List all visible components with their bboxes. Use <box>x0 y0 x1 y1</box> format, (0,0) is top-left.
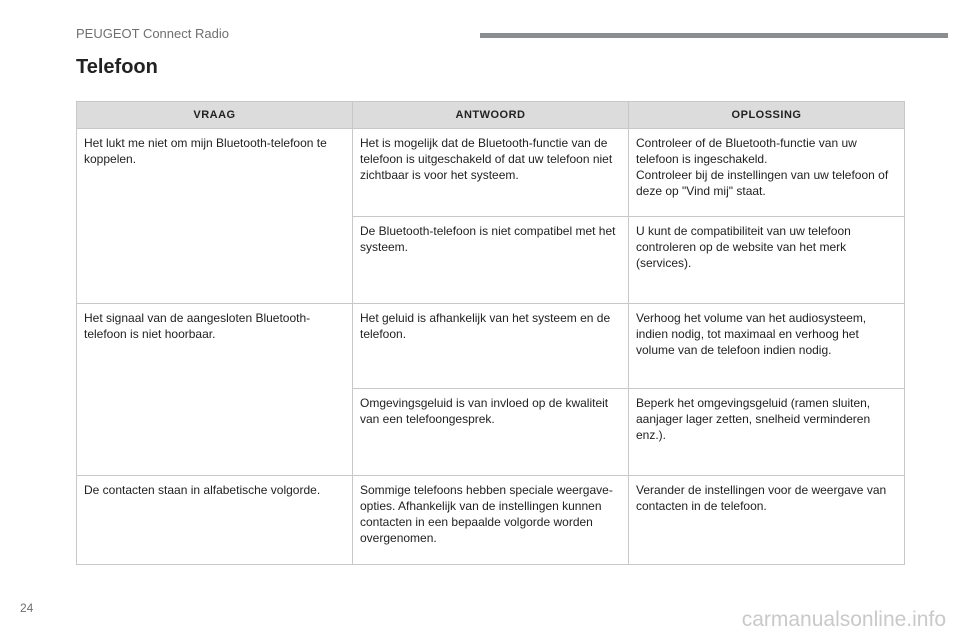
answer-cell: Omgevingsgeluid is van invloed op de kwaliteit van een telefoongesprek. <box>353 389 629 476</box>
page-title: Telefoon <box>76 56 158 78</box>
solution-cell: U kunt de compatibiliteit van uw telefoon controleren op de website van het merk (services). <box>629 217 905 304</box>
solution-cell: Beperk het omgevingsgeluid (ramen sluiten, aanjager lager zetten, snelheid verminderen enz.). <box>629 389 905 476</box>
answer-cell: Sommige telefoons hebben speciale weergave-opties. Afhankelijk van de instellingen kunnen contacten in een bepaalde volgorde worden overgenomen. <box>353 476 629 565</box>
answer-cell: Het is mogelijk dat de Bluetooth-functie van de telefoon is uitgeschakeld of dat uw telefoon niet zichtbaar is voor het systeem. <box>353 129 629 217</box>
question-cell: Het signaal van de aangesloten Bluetooth-telefoon is niet hoorbaar. <box>77 304 353 476</box>
question-cell: Het lukt me niet om mijn Bluetooth-telefoon te koppelen. <box>77 129 353 304</box>
question-cell: De contacten staan in alfabetische volgorde. <box>77 476 353 565</box>
watermark: carmanualsonline.info <box>741 608 946 631</box>
header-bar <box>480 33 948 38</box>
page-number: 24 <box>20 601 34 615</box>
header-solution: OPLOSSING <box>629 102 905 129</box>
answer-cell: De Bluetooth-telefoon is niet compatibel met het systeem. <box>353 217 629 304</box>
manual-header: PEUGEOT Connect Radio <box>76 26 229 41</box>
header-answer: ANTWOORD <box>353 102 629 129</box>
solution-cell: Verhoog het volume van het audiosysteem, indien nodig, tot maximaal en verhoog het volume van de telefoon indien nodig. <box>629 304 905 389</box>
table-row <box>77 129 905 217</box>
solution-cell <box>629 129 905 217</box>
header-question: VRAAG <box>77 102 353 129</box>
table-header-row <box>77 102 905 129</box>
answer-cell: Het geluid is afhankelijk van het systeem en de telefoon. <box>353 304 629 389</box>
solution-line: Controleer bij de instellingen van uw telefoon of deze op "Vind mij" staat. <box>636 168 889 198</box>
troubleshooting-table <box>76 101 905 565</box>
solution-line: Controleer of de Bluetooth-functie van uw telefoon is ingeschakeld. <box>636 136 857 166</box>
table-row <box>77 304 905 389</box>
solution-cell: Verander de instellingen voor de weergave van contacten in de telefoon. <box>629 476 905 565</box>
table-row <box>77 476 905 565</box>
